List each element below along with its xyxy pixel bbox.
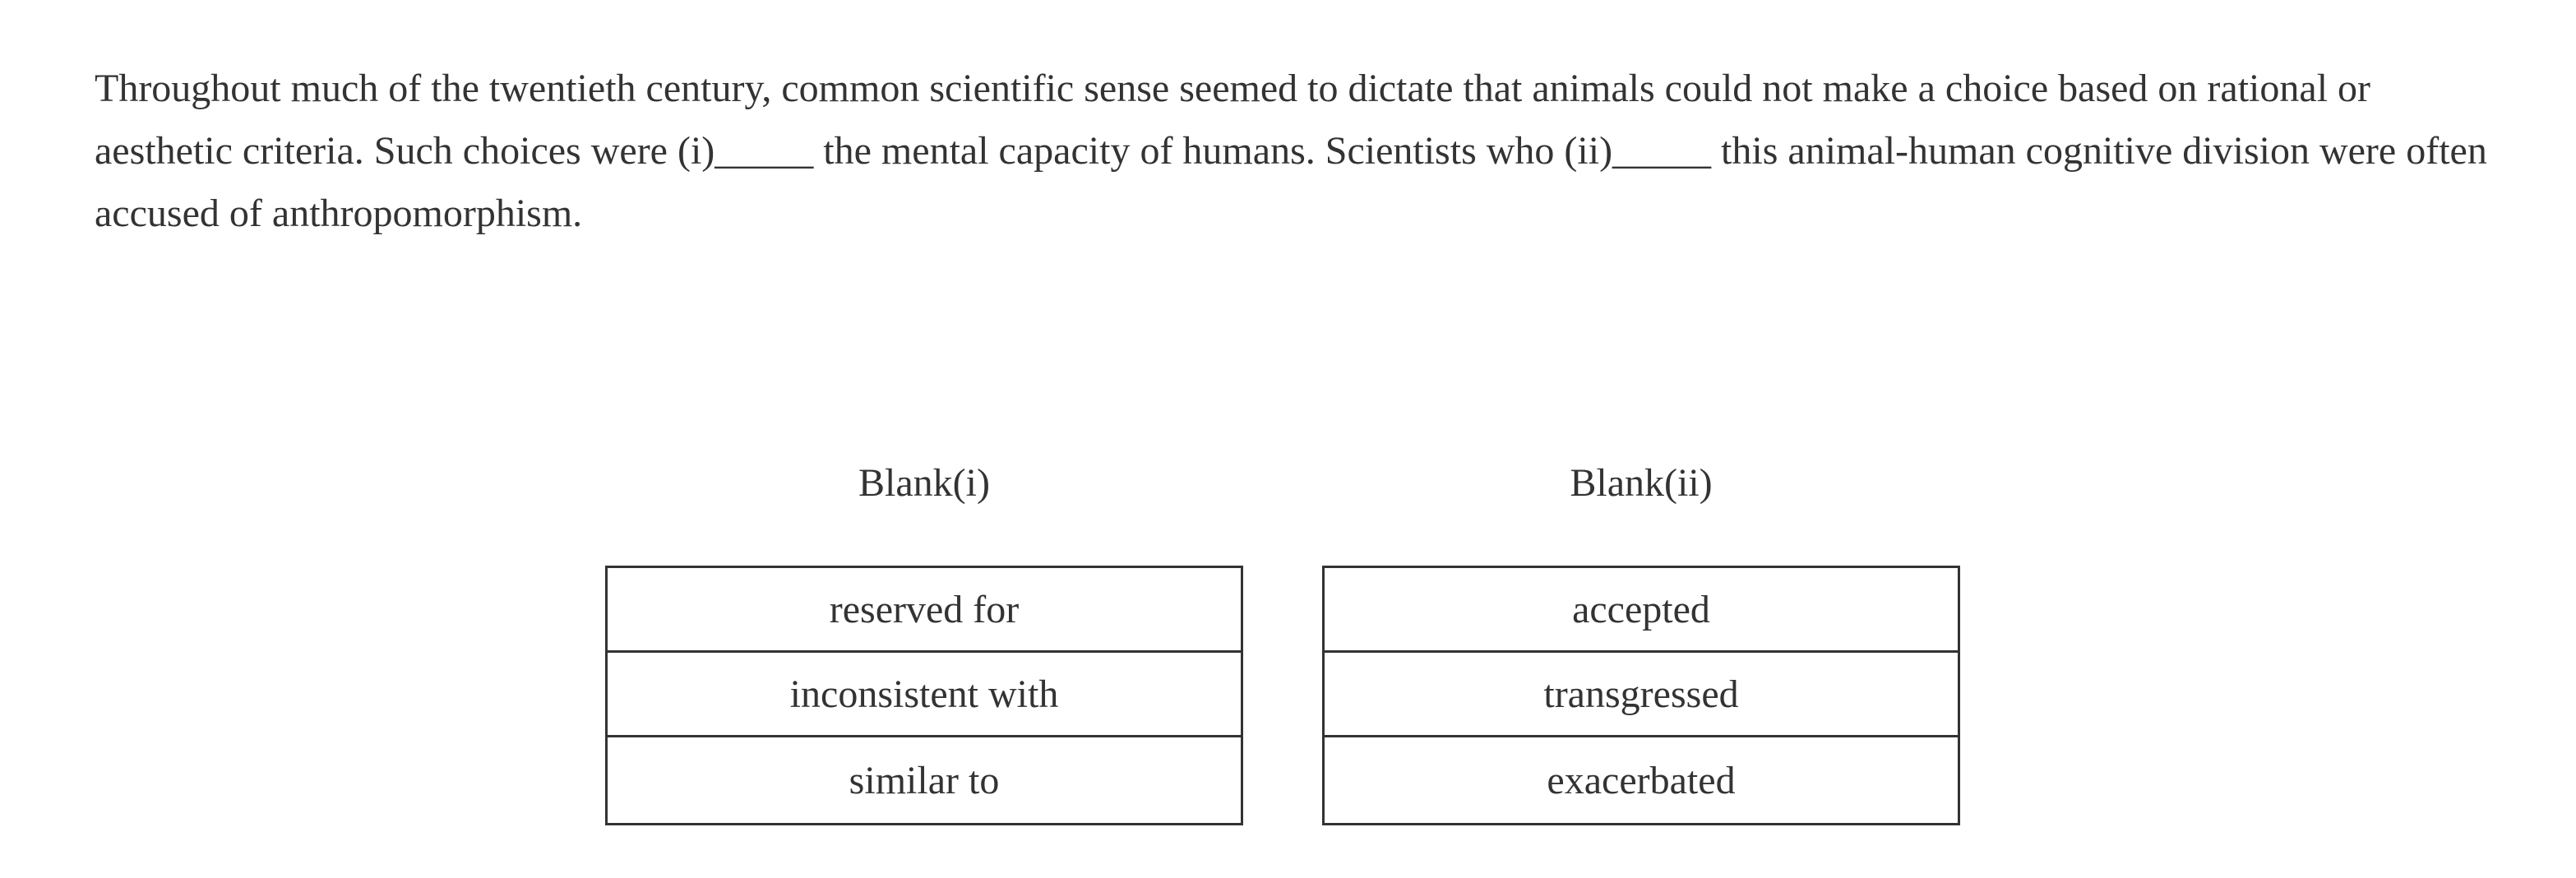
blank-i-option[interactable]: reserved for (608, 568, 1241, 653)
question-passage: Throughout much of the twentieth century, common scientific sense seemed to dictate that animals could not make a choice based on rational or aesthetic criteria. Such choices were (i)_____ the mental capacity of humans. Scientists who (ii)_____ this animal-human cognitive division were often accused of anthropomorphism. (95, 67, 2487, 235)
blank-i-label: Blank(i) (858, 461, 990, 505)
blank-i-options (605, 566, 1243, 825)
blank-headers (605, 451, 1960, 516)
blank-ii-option[interactable]: transgressed (1325, 653, 1958, 737)
blank-ii-label: Blank(ii) (1570, 461, 1713, 505)
blank-ii-options (1322, 566, 1960, 825)
blank-ii-option[interactable]: accepted (1325, 568, 1958, 653)
blank-i-option[interactable]: inconsistent with (608, 653, 1241, 737)
blank-ii-option[interactable]: exacerbated (1325, 737, 1958, 823)
blank-i-option[interactable]: similar to (608, 737, 1241, 823)
